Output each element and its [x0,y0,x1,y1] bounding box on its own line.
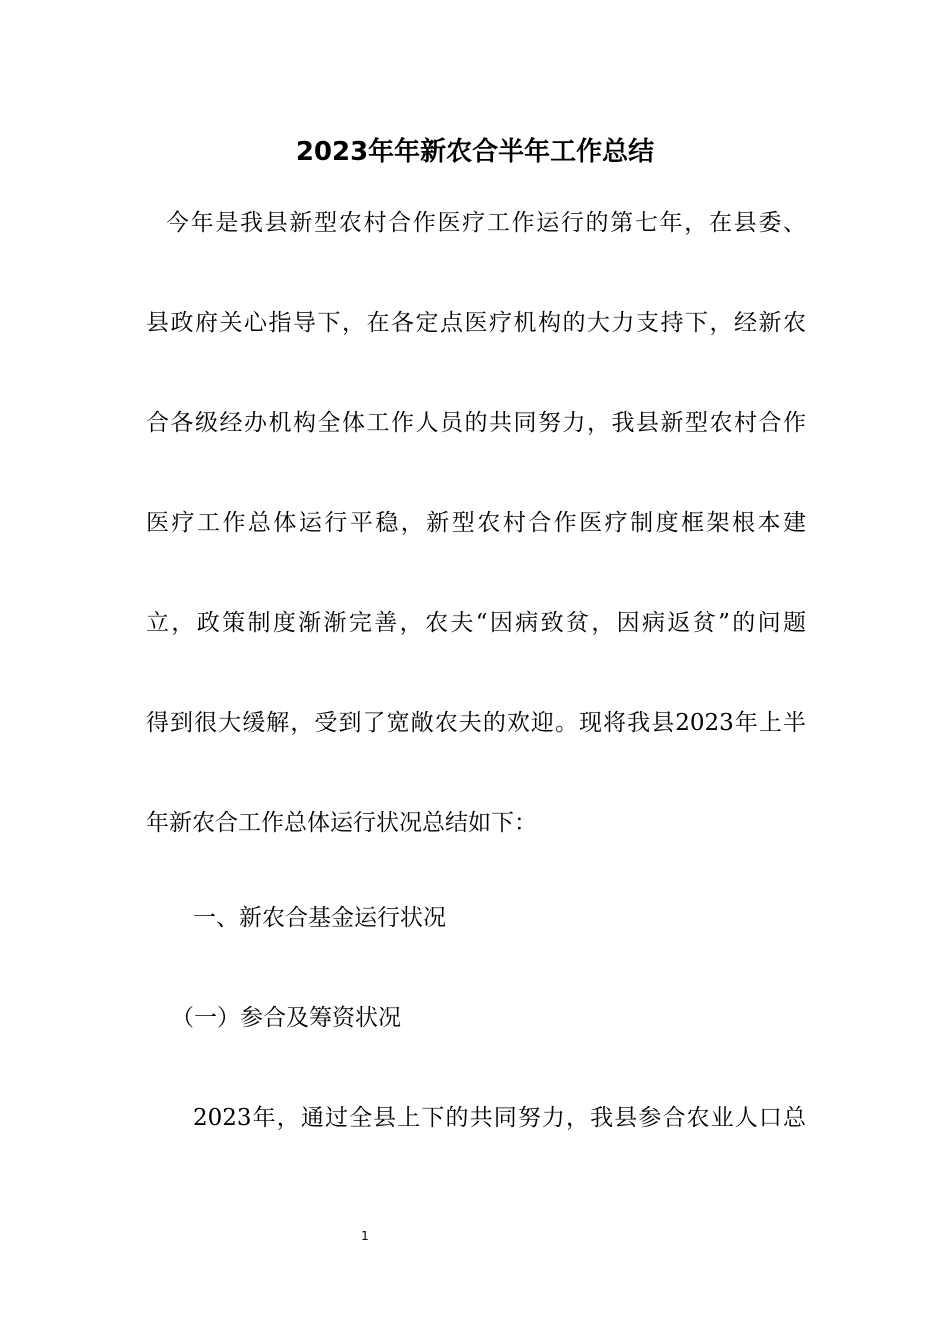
paragraph-line-3: 合各级经办机构全体工作人员的共同努力，我县新型农村合作 [146,410,806,436]
section-heading: 一、新农合基金运行状况 [193,905,446,931]
document-title: 2023年年新农合半年工作总结 [295,137,655,167]
paragraph-line-6: 得到很大缓解，受到了宽敞农夫的欢迎。现将我县2023年上半 [146,710,806,736]
paragraph-line-4: 医疗工作总体运行平稳，新型农村合作医疗制度框架根本建 [146,510,806,536]
paragraph-line-2: 县政府关心指导下，在各定点医疗机构的大力支持下，经新农 [146,310,806,336]
page-number: 1 [361,1229,369,1243]
paragraph-line-5: 立，政策制度渐渐完善，农夫“因病致贫，因病返贫”的问题 [146,610,806,636]
paragraph-line-8: 2023年，通过全县上下的共同努力，我县参合农业人口总 [193,1105,806,1131]
paragraph-line-1: 今年是我县新型农村合作医疗工作运行的第七年，在县委、 [166,210,806,236]
paragraph-line-7: 年新农合工作总体运行状况总结如下： [146,810,537,836]
subsection-heading: （一）参合及筹资状况 [171,1005,401,1031]
